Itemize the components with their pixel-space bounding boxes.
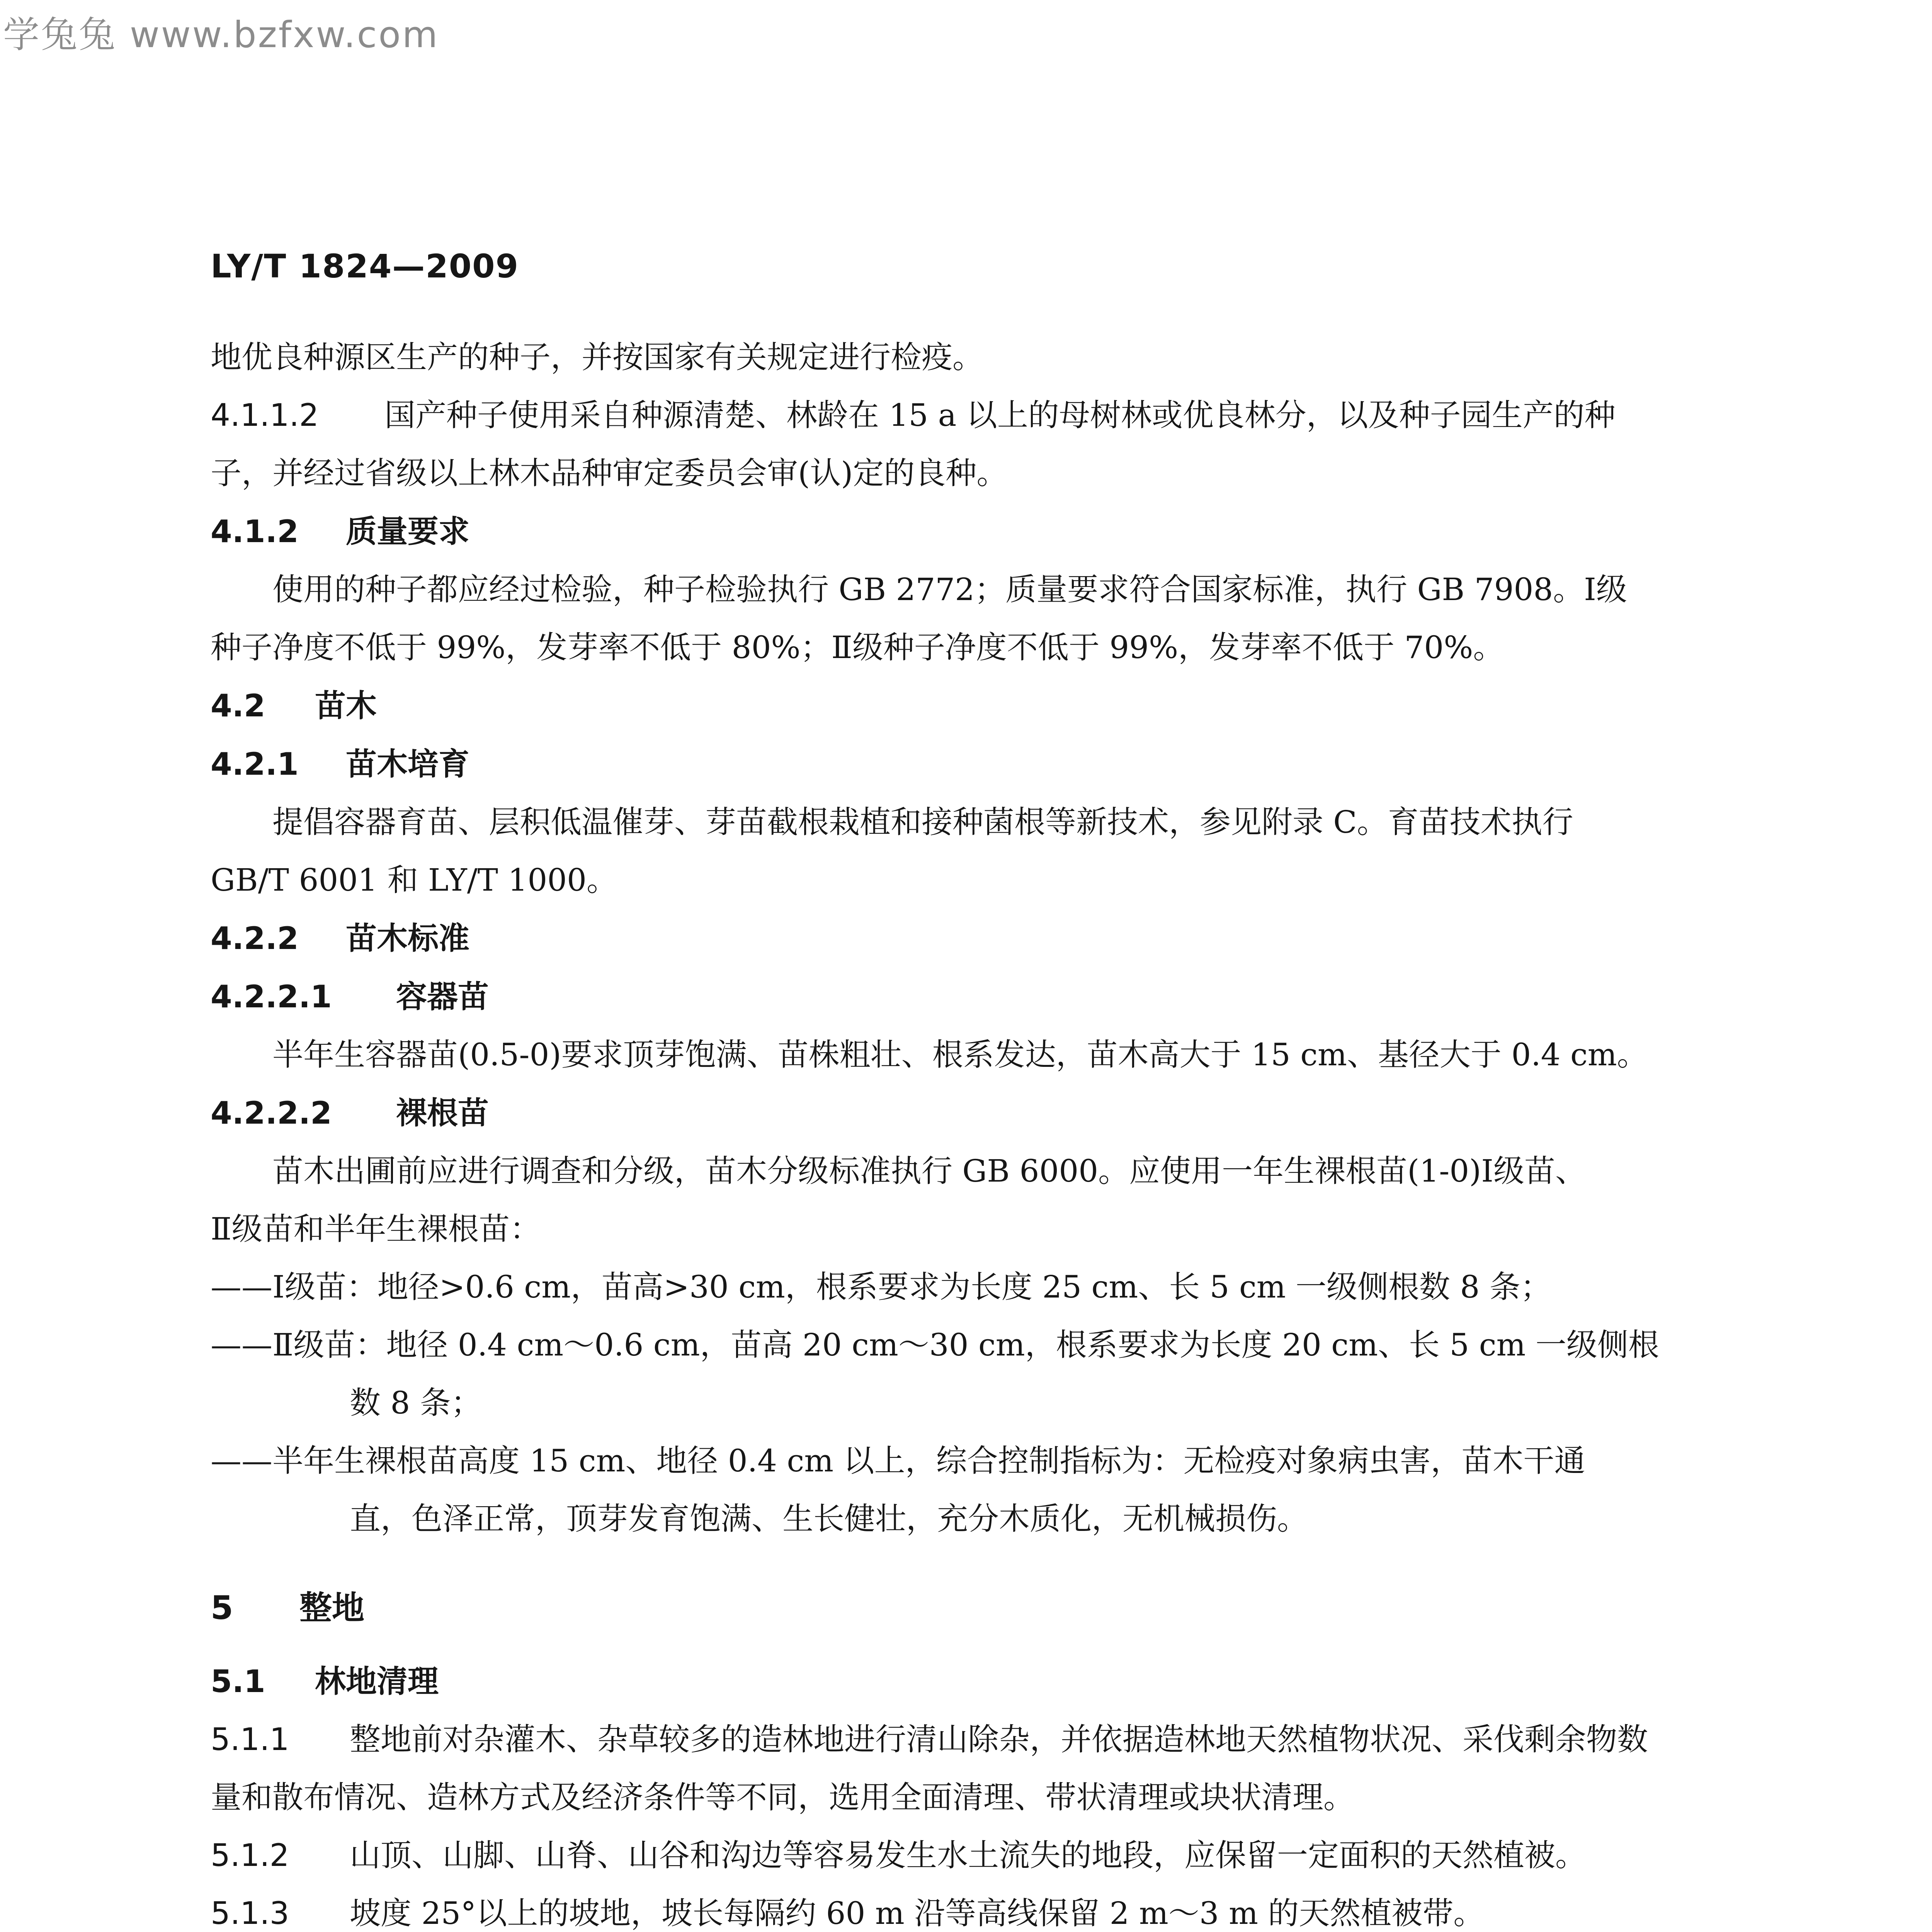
heading-number: 5 (211, 1589, 233, 1627)
heading-4-2-2 (211, 909, 1861, 968)
clause-text: 坡度 25°以上的坡地，坡长每隔约 60 m 沿等高线保留 2 m～3 m 的天然植被带。 (350, 1895, 1485, 1931)
heading-4-1-2 (211, 502, 1861, 561)
heading-number: 4.2.2.2 (211, 1095, 332, 1131)
heading-title: 苗木 (315, 688, 377, 724)
clause-5-1-2 (211, 1827, 1861, 1884)
spacer (211, 1637, 1861, 1652)
paragraph: GB/T 6001 和 LY/T 1000。 (211, 862, 618, 898)
paragraph: 提倡容器育苗、层积低温催芽、芽苗截根栽植和接种菌根等新技术，参见附录 C。育苗技术执行 (272, 804, 1573, 840)
clause-text: 山顶、山脚、山脊、山谷和沟边等容易发生水土流失的地段，应保留一定面积的天然植被。 (350, 1837, 1586, 1873)
clause-5-1-1 (211, 1711, 1861, 1769)
paragraph: 地优良种源区生产的种子，并按国家有关规定进行检疫。 (211, 339, 983, 375)
list-item-continuation: 直，色泽正常，顶芽发育饱满、生长健壮，充分木质化，无机械损伤。 (350, 1501, 1308, 1537)
heading-4-2 (211, 677, 1861, 735)
paragraph: 使用的种子都应经过检验，种子检验执行 GB 2772；质量要求符合国家标准，执行 GB 7908。Ⅰ级 (272, 571, 1627, 607)
clause-5-1-3 (211, 1884, 1861, 1932)
clause-text: 国产种子使用采自种源清楚、林龄在 15 a 以上的母树林或优良林分，以及种子园生产的种 (384, 397, 1616, 433)
heading-4-2-2-1 (211, 968, 1861, 1026)
paragraph: 量和散布情况、造林方式及经济条件等不同，选用全面清理、带状清理或块状清理。 (211, 1779, 1354, 1815)
paragraph: 种子净度不低于 99%，发芽率不低于 80%；Ⅱ级种子净度不低于 99%，发芽率不低于 70%。 (211, 629, 1504, 665)
heading-title: 整地 (299, 1589, 365, 1627)
clause-number: 5.1.3 (211, 1895, 289, 1931)
heading-title: 容器苗 (396, 979, 489, 1015)
paragraph: Ⅱ级苗和半年生裸根苗： (211, 1211, 541, 1247)
heading-4-2-2-2 (211, 1084, 1861, 1142)
heading-number: 4.2.2 (211, 920, 299, 956)
list-item: ——Ⅰ级苗：地径>0.6 cm，苗高>30 cm，根系要求为长度 25 cm、长 5 cm 一级侧根数 8 条； (211, 1269, 1551, 1305)
paragraph: 子，并经过省级以上林木品种审定委员会审(认)定的良种。 (211, 455, 1008, 491)
document-code: LY/T 1824—2009 (211, 247, 519, 285)
heading-number: 4.2.1 (211, 746, 299, 782)
heading-number: 4.2.2.1 (211, 979, 332, 1015)
spacer (211, 1548, 1861, 1579)
clause-text: 整地前对杂灌木、杂草较多的造林地进行清山除杂，并依据造林地天然植物状况、采伐剩余物数 (350, 1721, 1648, 1757)
heading-title: 林地清理 (315, 1663, 439, 1699)
heading-title: 苗木培育 (346, 746, 469, 782)
clause-4-1-1-2 (211, 386, 1861, 444)
clause-number: 5.1.1 (211, 1721, 289, 1757)
watermark: 学兔兔 www.bzfxw.com (3, 14, 439, 56)
clause-number: 4.1.1.2 (211, 397, 319, 433)
heading-title: 质量要求 (346, 514, 469, 549)
heading-number: 4.1.2 (211, 514, 299, 549)
heading-5-1 (211, 1652, 1861, 1711)
paragraph: 苗木出圃前应进行调查和分级，苗木分级标准执行 GB 6000。应使用一年生裸根苗(1-0)Ⅰ级苗、 (272, 1153, 1586, 1189)
clause-number: 5.1.2 (211, 1837, 289, 1873)
heading-number: 4.2 (211, 688, 265, 724)
document-body (211, 328, 1861, 1932)
section-5-heading (211, 1579, 1861, 1637)
heading-title: 苗木标准 (346, 920, 469, 956)
heading-title: 裸根苗 (396, 1095, 489, 1131)
paragraph: 半年生容器苗(0.5-0)要求顶芽饱满、苗株粗壮、根系发达，苗木高大于 15 cm、基径大于 0.4 cm。 (272, 1037, 1648, 1073)
list-item-continuation: 数 8 条； (350, 1385, 482, 1421)
heading-number: 5.1 (211, 1663, 265, 1699)
list-item: ——Ⅱ级苗：地径 0.4 cm～0.6 cm，苗高 20 cm～30 cm，根系要求为长度 20 cm、长 5 cm 一级侧根 (211, 1327, 1659, 1363)
list-item: ——半年生裸根苗高度 15 cm、地径 0.4 cm 以上，综合控制指标为：无检疫对象病虫害，苗木干通 (211, 1443, 1585, 1479)
heading-4-2-1 (211, 735, 1861, 793)
